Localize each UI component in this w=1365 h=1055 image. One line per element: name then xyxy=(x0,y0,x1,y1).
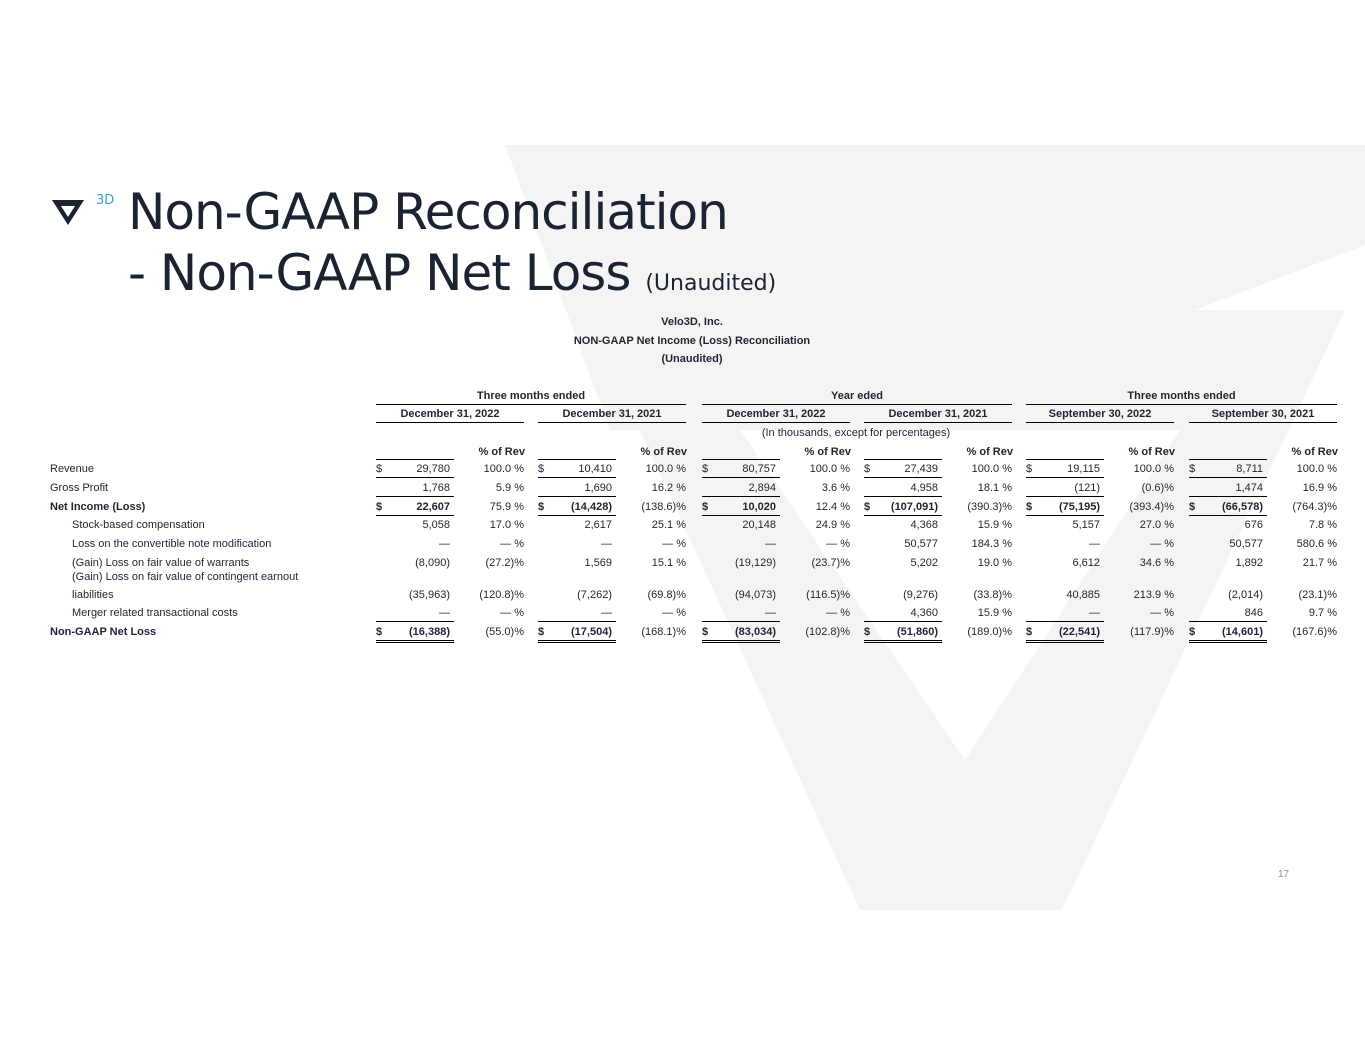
row-label: (Gain) Loss on fair value of warrants xyxy=(72,557,250,569)
amount-cell: (14,428) xyxy=(552,500,616,516)
amount-cell: 2,617 xyxy=(584,519,612,531)
group-header: Three months ended xyxy=(376,388,686,405)
pct-cell: (120.8)% xyxy=(479,589,524,601)
amount-cell: 10,410 xyxy=(552,462,616,478)
amount-cell: 676 xyxy=(1244,519,1263,531)
amount-cell: — xyxy=(538,606,616,622)
row-label: Loss on the convertible note modification xyxy=(72,538,272,550)
amount-cell: 2,894 xyxy=(702,481,780,497)
row-label: Revenue xyxy=(50,463,95,475)
amount-cell: — xyxy=(702,606,780,622)
pct-cell: — % xyxy=(1150,538,1174,550)
pct-cell: 100.0 % xyxy=(483,463,524,475)
period-header: December 31, 2022 xyxy=(376,406,524,423)
amount-cell: 19,115 xyxy=(1040,462,1104,478)
pct-rev-header: % of Rev xyxy=(1128,446,1175,458)
amount-cell: (35,963) xyxy=(409,589,450,601)
amount-cell: 50,577 xyxy=(1229,538,1263,550)
amount-cell: — xyxy=(439,538,450,550)
amount-cell: 4,958 xyxy=(864,481,942,497)
amount-cell: 1,474 xyxy=(1189,481,1267,497)
amount-cell: (7,262) xyxy=(577,589,612,601)
amount-header-rule xyxy=(538,459,616,460)
dollar-sign: $ xyxy=(538,500,552,516)
pct-cell: (390.3)% xyxy=(967,501,1012,513)
company-name: Velo3D, Inc. xyxy=(661,316,723,328)
amount-header-rule xyxy=(1026,459,1104,460)
amount-cell: 1,892 xyxy=(1235,557,1263,569)
pct-cell: 7.8 % xyxy=(1308,519,1337,531)
amount-cell: (9,276) xyxy=(903,589,938,601)
amount-cell: 4,360 xyxy=(864,606,942,622)
row-label: Merger related transactional costs xyxy=(72,607,238,619)
amount-cell: (2,014) xyxy=(1228,589,1263,601)
amount-header-rule xyxy=(864,459,942,460)
amount-cell: 8,711 xyxy=(1203,462,1267,478)
amount-cell: 27,439 xyxy=(878,462,942,478)
pct-cell: (168.1)% xyxy=(641,626,686,638)
pct-cell: 15.9 % xyxy=(977,519,1012,531)
pct-cell: 75.9 % xyxy=(489,501,524,513)
amount-cell: 40,885 xyxy=(1066,589,1100,601)
pct-cell: — % xyxy=(662,538,686,550)
amount-cell: (121) xyxy=(1026,481,1104,497)
dollar-sign: $ xyxy=(376,500,390,516)
pct-cell: (117.9)% xyxy=(1130,626,1174,638)
period-header: December 31, 2021 xyxy=(538,406,686,423)
pct-cell: 17.0 % xyxy=(489,519,524,531)
units-note: (In thousands, except for percentages) xyxy=(761,427,951,439)
pct-rev-header: % of Rev xyxy=(1291,446,1338,458)
amount-cell: (22,541) xyxy=(1040,625,1104,643)
dollar-sign: $ xyxy=(376,625,390,643)
pct-rev-header: % of Rev xyxy=(640,446,687,458)
period-header: September 30, 2021 xyxy=(1189,406,1337,423)
amount-cell: — xyxy=(1026,606,1104,622)
pct-cell: (69.8)% xyxy=(647,589,686,601)
report-unaudited: (Unaudited) xyxy=(661,353,723,365)
amount-cell: 50,577 xyxy=(904,538,938,550)
pct-cell: 27.0 % xyxy=(1139,519,1174,531)
pct-cell: 213.9 % xyxy=(1133,589,1174,601)
row-label: Net Income (Loss) xyxy=(50,501,146,513)
pct-cell: — % xyxy=(826,607,850,619)
period-header: December 31, 2021 xyxy=(864,406,1012,423)
amount-cell: (17,504) xyxy=(552,625,616,643)
dollar-sign: $ xyxy=(702,500,716,516)
amount-cell: — xyxy=(765,538,776,550)
page-subtitle: - Non-GAAP Net Loss (Unaudited) xyxy=(128,244,777,302)
amount-cell: 4,368 xyxy=(910,519,938,531)
dollar-sign: $ xyxy=(1189,500,1203,516)
pct-cell: 100.0 % xyxy=(809,463,850,475)
page-title: Non-GAAP Reconciliation xyxy=(128,183,728,241)
amount-cell: 20,148 xyxy=(742,519,776,531)
amount-cell: 6,612 xyxy=(1072,557,1100,569)
pct-cell: 9.7 % xyxy=(1308,607,1337,619)
dollar-sign: $ xyxy=(702,625,716,643)
pct-cell: (138.6)% xyxy=(641,501,686,513)
pct-cell: 15.9 % xyxy=(977,607,1012,619)
pct-cell: 100.0 % xyxy=(1133,463,1174,475)
row-label: Gross Profit xyxy=(50,482,109,494)
amount-cell: 5,058 xyxy=(422,519,450,531)
velo3d-v-icon xyxy=(52,198,84,226)
dollar-sign: $ xyxy=(1189,462,1203,478)
amount-cell: (107,091) xyxy=(878,500,942,516)
title-unaudited: (Unaudited) xyxy=(645,271,777,296)
amount-cell: 5,202 xyxy=(910,557,938,569)
amount-cell: — xyxy=(376,606,454,622)
pct-cell: 184.3 % xyxy=(971,538,1012,550)
pct-rev-header: % of Rev xyxy=(804,446,851,458)
pct-cell: 18.1 % xyxy=(977,482,1012,494)
pct-cell: 24.9 % xyxy=(815,519,850,531)
amount-cell: 5,157 xyxy=(1072,519,1100,531)
dollar-sign: $ xyxy=(1026,462,1040,478)
dollar-sign: $ xyxy=(864,462,878,478)
pct-cell: 21.7 % xyxy=(1302,557,1337,569)
dollar-sign: $ xyxy=(376,462,390,478)
amount-cell: (19,129) xyxy=(735,557,776,569)
pct-cell: — % xyxy=(500,607,524,619)
dollar-sign: $ xyxy=(702,462,716,478)
amount-header-rule xyxy=(376,459,454,460)
amount-cell: — xyxy=(1089,538,1100,550)
pct-cell: — % xyxy=(500,538,524,550)
dollar-sign: $ xyxy=(1026,500,1040,516)
pct-cell: (167.6)% xyxy=(1292,626,1337,638)
period-header: December 31, 2022 xyxy=(702,406,850,423)
logo-text: 3D xyxy=(96,193,115,208)
dollar-sign: $ xyxy=(864,500,878,516)
amount-cell: 1,768 xyxy=(376,481,454,497)
report-title: NON-GAAP Net Income (Loss) Reconciliation xyxy=(573,335,811,347)
amount-cell: (75,195) xyxy=(1040,500,1104,516)
pct-cell: 16.2 % xyxy=(651,482,686,494)
period-header: September 30, 2022 xyxy=(1026,406,1174,423)
pct-cell: 25.1 % xyxy=(651,519,686,531)
amount-cell: — xyxy=(601,538,612,550)
row-label: Stock-based compensation xyxy=(72,519,205,531)
dollar-sign: $ xyxy=(1026,625,1040,643)
amount-cell: 22,607 xyxy=(390,500,454,516)
pct-cell: (764.3)% xyxy=(1292,501,1337,513)
pct-cell: (55.0)% xyxy=(485,626,524,638)
pct-cell: 19.0 % xyxy=(977,557,1012,569)
pct-cell: (102.8)% xyxy=(805,626,850,638)
amount-cell: 29,780 xyxy=(390,462,454,478)
pct-cell: 34.6 % xyxy=(1139,557,1174,569)
pct-cell: 580.6 % xyxy=(1296,538,1337,550)
pct-cell: — % xyxy=(1150,607,1174,619)
pct-cell: 100.0 % xyxy=(1296,463,1337,475)
row-label: Non-GAAP Net Loss xyxy=(50,626,157,638)
amount-header-rule xyxy=(1189,459,1267,460)
dollar-sign: $ xyxy=(1189,625,1203,643)
amount-cell: 846 xyxy=(1189,606,1267,622)
amount-cell: (14,601) xyxy=(1203,625,1267,643)
pct-cell: 100.0 % xyxy=(971,463,1012,475)
pct-cell: 15.1 % xyxy=(651,557,686,569)
pct-cell: — % xyxy=(662,607,686,619)
group-header: Year eded xyxy=(702,388,1012,405)
dollar-sign: $ xyxy=(538,625,552,643)
amount-cell: 1,690 xyxy=(538,481,616,497)
pct-cell: (0.6)% xyxy=(1141,482,1174,494)
pct-cell: (116.5)% xyxy=(806,589,850,601)
pct-cell: 12.4 % xyxy=(815,501,850,513)
amount-cell: 1,569 xyxy=(584,557,612,569)
pct-rev-header: % of Rev xyxy=(966,446,1013,458)
pct-cell: (23.1)% xyxy=(1298,589,1337,601)
dollar-sign: $ xyxy=(864,625,878,643)
row-label: (Gain) Loss on fair value of contingent earnout xyxy=(72,571,299,583)
pct-cell: (27.2)% xyxy=(485,557,524,569)
pct-cell: (23.7)% xyxy=(811,557,850,569)
page-number: 17 xyxy=(1278,869,1290,880)
amount-cell: 10,020 xyxy=(716,500,780,516)
pct-cell: (33.8)% xyxy=(973,589,1012,601)
pct-cell: 3.6 % xyxy=(821,482,850,494)
amount-cell: (66,578) xyxy=(1203,500,1267,516)
pct-cell: 5.9 % xyxy=(495,482,524,494)
amount-header-rule xyxy=(702,459,780,460)
pct-cell: 16.9 % xyxy=(1302,482,1337,494)
pct-rev-header: % of Rev xyxy=(478,446,525,458)
pct-cell: (393.4)% xyxy=(1129,501,1174,513)
pct-cell: — % xyxy=(826,538,850,550)
amount-cell: (83,034) xyxy=(716,625,780,643)
group-header: Three months ended xyxy=(1026,388,1337,405)
amount-cell: (8,090) xyxy=(415,557,450,569)
amount-cell: (51,860) xyxy=(878,625,942,643)
amount-cell: (16,388) xyxy=(390,625,454,643)
dollar-sign: $ xyxy=(538,462,552,478)
amount-cell: 80,757 xyxy=(716,462,780,478)
row-label-continued: liabilities xyxy=(72,589,114,601)
pct-cell: 100.0 % xyxy=(645,463,686,475)
amount-cell: (94,073) xyxy=(735,589,776,601)
pct-cell: (189.0)% xyxy=(967,626,1012,638)
